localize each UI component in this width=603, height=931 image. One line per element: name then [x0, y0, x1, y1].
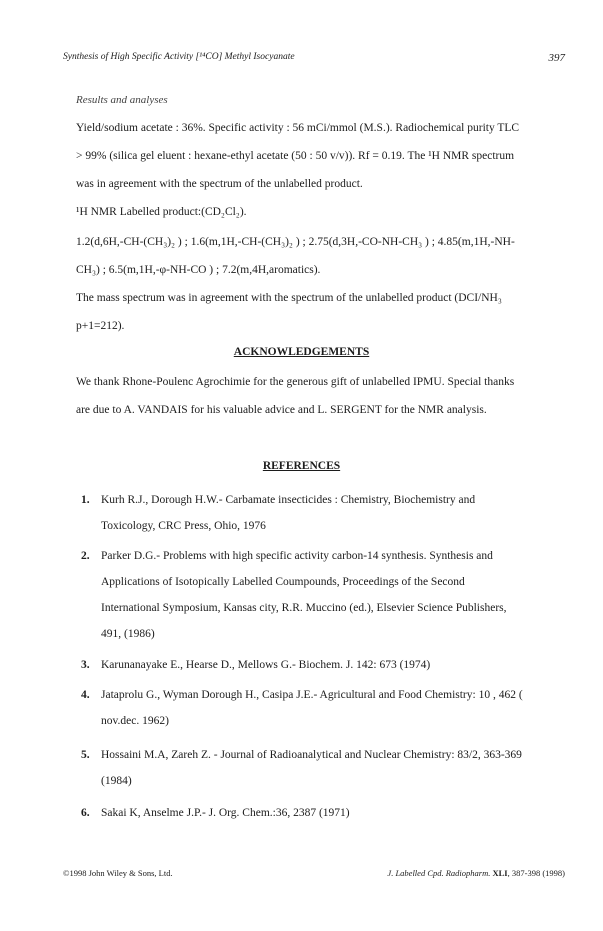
reference-text: Parker D.G.- Problems with high specific activity carbon-14 synthesis. Synthesis and — [101, 550, 493, 562]
results-line-1: Yield/sodium acetate : 36%. Specific activity : 56 mCi/mmol (M.S.). Radiochemical purity TLC — [76, 122, 520, 134]
reference-text: Jataprolu G., Wyman Dorough H., Casipa J.E.- Agricultural and Food Chemistry: 10 , 462 ( — [101, 689, 523, 701]
reference-text-cont: Toxicology, CRC Press, Ohio, 1976 — [101, 520, 266, 532]
acknowledgements-line-1: We thank Rhone-Poulenc Agrochimie for the generous gift of unlabelled IPMU. Special thanks — [76, 376, 515, 388]
reference-item-5 — [81, 742, 549, 794]
results-heading: Results and analyses — [76, 94, 168, 106]
journal-citation — [387, 868, 565, 878]
reference-item-1 — [81, 487, 549, 539]
reference-text-cont: nov.dec. 1962) — [101, 715, 169, 727]
reference-text: Hossaini M.A, Zareh Z. - Journal of Radioanalytical and Nuclear Chemistry: 83/2, 363-369 — [101, 749, 522, 761]
reference-text-cont: Applications of Isotopically Labelled Coumpounds, Proceedings of the Second — [101, 576, 465, 588]
reference-text-cont: International Symposium, Kansas city, R.R. Muccino (ed.), Elsevier Science Publishers, — [101, 602, 507, 614]
reference-text-cont: (1984) — [101, 775, 132, 787]
reference-item-6 — [81, 800, 549, 826]
reference-text: Kurh R.J., Dorough H.W.- Carbamate insecticides : Chemistry, Biochemistry and — [101, 494, 476, 506]
reference-number: 1. — [81, 494, 90, 506]
reference-number: 3. — [81, 659, 90, 671]
acknowledgements-heading: ACKNOWLEDGEMENTS — [233, 346, 370, 358]
reference-text: Sakai K, Anselme J.P.- J. Org. Chem.:36, 2387 (1971) — [101, 807, 350, 819]
running-title: Synthesis of High Specific Activity [¹⁴CO] Methyl Isocyanate — [63, 52, 295, 62]
journal-pages: , 387-398 (1998) — [507, 868, 565, 878]
reference-item-4 — [81, 682, 549, 734]
acknowledgements-line-2: are due to A. VANDAIS for his valuable advice and L. SERGENT for the NMR analysis. — [76, 404, 487, 416]
mass-spectrum-line-2: p+1=212). — [76, 320, 125, 332]
reference-number: 6. — [81, 807, 90, 819]
journal-volume: XLI — [492, 868, 508, 878]
page-footer — [63, 868, 565, 882]
journal-name: J. Labelled Cpd. Radiopharm. — [387, 868, 491, 878]
reference-text: Karunanayake E., Hearse D., Mellows G.- Biochem. J. 142: 673 (1974) — [101, 659, 431, 671]
reference-number: 5. — [81, 749, 90, 761]
reference-number: 2. — [81, 550, 90, 562]
reference-number: 4. — [81, 689, 90, 701]
page-number: 397 — [548, 52, 565, 64]
copyright-notice: ©1998 John Wiley & Sons, Ltd. — [63, 868, 173, 878]
results-line-2: > 99% (silica gel eluent : hexane-ethyl acetate (50 : 50 v/v)). Rf = 0.19. The ¹H NMR spectrum — [76, 150, 515, 162]
mass-spectrum-line: The mass spectrum was in agreement with the spectrum of the unlabelled product (DCI/NH₃ — [76, 292, 502, 304]
reference-item-2 — [81, 543, 549, 647]
running-header — [63, 52, 565, 68]
nmr-data-line-1: 1.2(d,6H,-CH-(CH₃)₂ ) ; 1.6(m,1H,-CH-(CH₃)₂ ) ; 2.75(d,3H,-CO-NH-CH₃ ) ; 4.85(m,1H,-NH- — [76, 236, 515, 248]
reference-item-3 — [81, 652, 549, 678]
results-line-3: was in agreement with the spectrum of the unlabelled product. — [76, 178, 363, 190]
results-line-4: ¹H NMR Labelled product:(CD₂Cl₂). — [76, 206, 247, 218]
references-heading: REFERENCES — [262, 460, 341, 472]
nmr-data-line-2: CH₃) ; 6.5(m,1H,-φ-NH-CO ) ; 7.2(m,4H,aromatics). — [76, 264, 321, 276]
reference-text-cont: 491, (1986) — [101, 628, 155, 640]
